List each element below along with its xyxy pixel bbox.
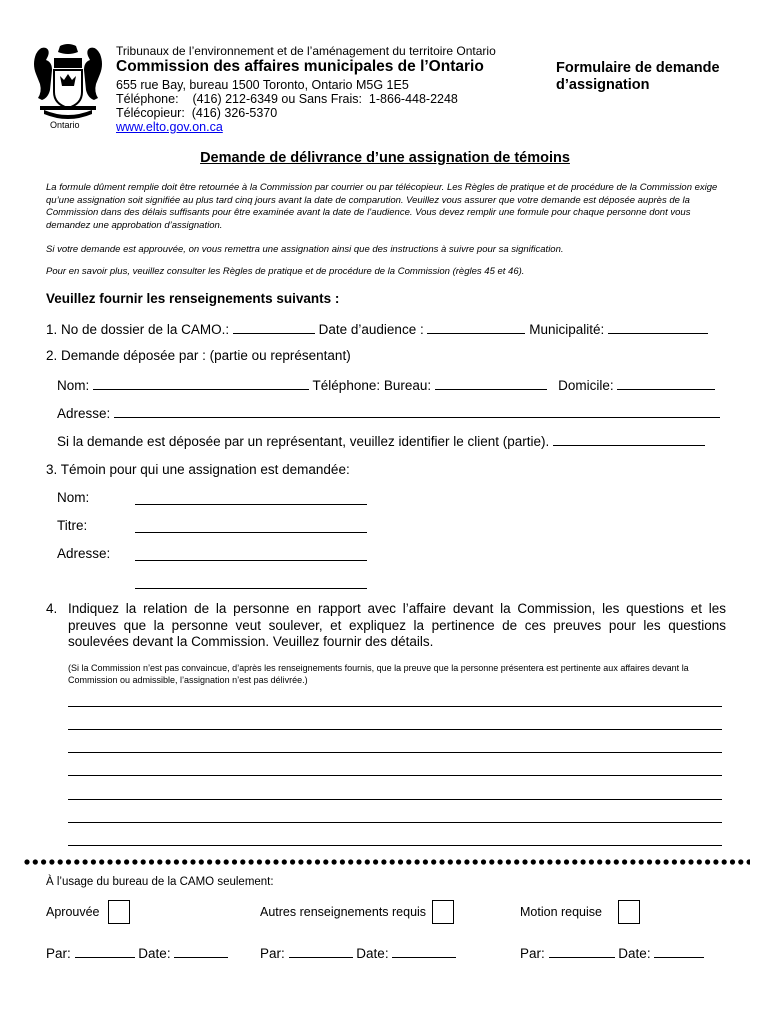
question-3-label: 3. Témoin pour qui une assignation est demandée:	[46, 462, 350, 477]
separator-dot	[448, 859, 453, 864]
separator-dot	[539, 859, 544, 864]
separator-dot	[91, 859, 96, 864]
file-number-field[interactable]	[233, 320, 315, 334]
requester-name-field[interactable]	[93, 376, 309, 390]
approval-note: Si votre demande est approuvée, on vous remettra une assignation ainsi que des instructions à suivre pour sa signification.	[46, 244, 564, 255]
instructions-note: La formule dûment remplie doit être retournée à la Commission par courrier ou par télécopieur. Les Règles de pratique et de procédure de la Commission exige qu’une assignation soit signifiée au plus tard cinq jours avant la date de comparution. Veuillez vous assurer que votre demande est déposée auprès de la Commission dans des délais suffisants pour être examinée avant la date de l’audience. Vous devez remplir une formule pour chaque personne dont vous demandez une approbation d’assignation.	[46, 182, 718, 231]
separator-dot	[514, 859, 519, 864]
separator-dot	[415, 859, 420, 864]
by-label: Par:	[46, 946, 71, 961]
question-4-text: Indiquez la relation de la personne en rapport avec l’affaire devant la Commission, les questions et les preuves que la personne veut soulever, et expliquez la pertinence de ces preuves pour les questions soulevées devant la Commission. Veuillez fournir des détails.	[68, 601, 726, 649]
separator-dot	[423, 859, 428, 864]
other-info-date-field[interactable]	[392, 944, 456, 958]
separator-dot	[323, 859, 328, 864]
commission-phone: Téléphone: (416) 212-6349 ou Sans Frais: 1-866-448-2248	[116, 92, 458, 106]
witness-name-label: Nom:	[57, 490, 90, 505]
separator-dot	[564, 859, 569, 864]
separator-dot	[190, 859, 195, 864]
separator-dot	[506, 859, 511, 864]
separator-dot	[373, 859, 378, 864]
page-title: Demande de délivrance d’une assignation de témoins	[200, 150, 570, 166]
separator-dot	[240, 859, 245, 864]
separator-dot	[639, 859, 644, 864]
question-1-row	[46, 320, 708, 337]
separator-dot	[481, 859, 486, 864]
separator-dot	[722, 859, 727, 864]
separator-dot	[498, 859, 503, 864]
separator-dot	[464, 859, 469, 864]
separator-dot	[664, 859, 669, 864]
separator-dot	[605, 859, 610, 864]
witness-name-field[interactable]	[135, 503, 367, 505]
separator-dot	[431, 859, 436, 864]
other-info-label: Autres renseignements requis	[260, 905, 427, 919]
separator-dot	[74, 859, 79, 864]
separator-dot	[738, 859, 743, 864]
separator-dot	[680, 859, 685, 864]
separator-dot	[489, 859, 494, 864]
client-label: Si la demande est déposée par un représentant, veuillez identifier le client (partie).	[57, 434, 550, 449]
file-number-label: 1. No de dossier de la CAMO.:	[46, 322, 230, 337]
separator-dot	[58, 859, 63, 864]
requester-row	[57, 376, 715, 393]
separator-dot	[282, 859, 287, 864]
separator-dot	[630, 859, 635, 864]
separator-dot	[141, 859, 146, 864]
website-link[interactable]: www.elto.gov.on.ca	[116, 120, 223, 134]
requester-name-label: Nom:	[57, 378, 90, 393]
separator-dot	[116, 859, 121, 864]
separator-dot	[473, 859, 478, 864]
dotted-separator	[24, 857, 750, 867]
separator-dot	[332, 859, 337, 864]
separator-dot	[705, 859, 710, 864]
separator-dot	[581, 859, 586, 864]
details-line-3[interactable]	[68, 752, 722, 753]
separator-dot	[597, 859, 602, 864]
separator-dot	[655, 859, 660, 864]
motion-checkbox[interactable]	[618, 900, 640, 924]
separator-dot	[589, 859, 594, 864]
details-line-7[interactable]	[68, 845, 722, 846]
approved-date-field[interactable]	[174, 944, 228, 958]
client-row	[57, 432, 705, 449]
separator-dot	[166, 859, 171, 864]
home-phone-field[interactable]	[617, 376, 715, 390]
separator-dot	[439, 859, 444, 864]
separator-dot	[157, 859, 162, 864]
separator-dot	[572, 859, 577, 864]
office-phone-field[interactable]	[435, 376, 547, 390]
separator-dot	[149, 859, 154, 864]
separator-dot	[556, 859, 561, 864]
section-heading: Veuillez fournir les renseignements suivants :	[46, 291, 340, 306]
separator-dot	[41, 859, 46, 864]
approved-label: Aprouvée	[46, 905, 100, 919]
form-title	[556, 60, 756, 94]
approved-by-field[interactable]	[75, 944, 135, 958]
separator-dot	[647, 859, 652, 864]
other-info-by-field[interactable]	[289, 944, 353, 958]
question-4-note: (Si la Commission n’est pas convaincue, d’après les renseignements fournis, que la preuve que la personne présentera est pertinente aux affaires devant la Commission ou admissible, l’assignation n’est pas délivrée.)	[68, 663, 689, 685]
separator-dot	[622, 859, 627, 864]
separator-dot	[207, 859, 212, 864]
separator-dot	[290, 859, 295, 864]
separator-dot	[99, 859, 104, 864]
separator-dot	[265, 859, 270, 864]
tribunal-name: Tribunaux de l’environnement et de l’aménagement du territoire Ontario	[116, 44, 496, 58]
separator-dot	[49, 859, 54, 864]
details-line-5[interactable]	[68, 799, 722, 800]
home-phone-label: Domicile:	[558, 378, 614, 393]
witness-title-label: Titre:	[57, 518, 88, 533]
office-use-heading: À l’usage du bureau de la CAMO seulement:	[46, 876, 274, 888]
separator-dot	[224, 859, 229, 864]
separator-dot	[107, 859, 112, 864]
separator-dot	[174, 859, 179, 864]
details-line-2[interactable]	[68, 729, 722, 730]
separator-dot	[199, 859, 204, 864]
question-2-label: 2. Demande déposée par : (partie ou représentant)	[46, 348, 351, 363]
form-title-line-2: d’assignation	[556, 77, 650, 93]
separator-dot	[356, 859, 361, 864]
by-label: Par:	[520, 946, 545, 961]
date-label: Date:	[618, 946, 651, 961]
separator-dot	[307, 859, 312, 864]
approved-signoff	[46, 944, 228, 961]
separator-dot	[83, 859, 88, 864]
separator-dot	[340, 859, 345, 864]
separator-dot	[614, 859, 619, 864]
logo-wordmark: Ontario	[50, 120, 80, 130]
separator-dot	[697, 859, 702, 864]
date-label: Date:	[356, 946, 389, 961]
client-field[interactable]	[553, 432, 705, 446]
details-line-4[interactable]	[68, 775, 722, 776]
separator-dot	[232, 859, 237, 864]
commission-name: Commission des affaires municipales de l’Ontario	[116, 58, 484, 75]
separator-dot	[688, 859, 693, 864]
separator-dot	[273, 859, 278, 864]
witness-title-field[interactable]	[135, 531, 367, 533]
question-4-number: 4.	[46, 601, 58, 616]
separator-dot	[547, 859, 552, 864]
separator-dot	[33, 859, 38, 864]
municipality-field[interactable]	[608, 320, 708, 334]
separator-dot	[390, 859, 395, 864]
motion-by-field[interactable]	[549, 944, 615, 958]
separator-dot	[348, 859, 353, 864]
separator-dot	[730, 859, 735, 864]
separator-dot	[132, 859, 137, 864]
separator-dot	[406, 859, 411, 864]
separator-dot	[298, 859, 303, 864]
motion-signoff	[520, 944, 704, 961]
separator-dot	[215, 859, 220, 864]
witness-address-field-2[interactable]	[135, 587, 367, 589]
municipality-label: Municipalité:	[529, 322, 605, 337]
hearing-date-field[interactable]	[427, 320, 525, 334]
separator-dot	[672, 859, 677, 864]
by-label: Par:	[260, 946, 285, 961]
separator-dot	[365, 859, 370, 864]
date-label: Date:	[138, 946, 171, 961]
requester-address-row	[57, 404, 720, 421]
office-phone-label: Téléphone: Bureau:	[312, 378, 432, 393]
separator-dot	[24, 859, 29, 864]
rules-note: Pour en savoir plus, veuillez consulter les Règles de pratique et de procédure de la Commission (règles 45 et 46).	[46, 266, 525, 277]
form-title-line-1: Formulaire de demande	[556, 60, 720, 76]
separator-dot	[66, 859, 71, 864]
requester-address-field[interactable]	[114, 404, 720, 418]
commission-fax: Télécopieur: (416) 326-5370	[116, 106, 278, 120]
separator-dot	[713, 859, 718, 864]
approved-checkbox[interactable]	[108, 900, 130, 924]
witness-address-label: Adresse:	[57, 546, 111, 561]
other-info-checkbox[interactable]	[432, 900, 454, 924]
hearing-date-label: Date d’audience :	[318, 322, 424, 337]
other-info-signoff	[260, 944, 456, 961]
ontario-coat-of-arms-logo	[30, 44, 106, 132]
motion-date-field[interactable]	[654, 944, 704, 958]
motion-label: Motion requise	[520, 905, 602, 919]
details-line-6[interactable]	[68, 822, 722, 823]
separator-dot	[249, 859, 254, 864]
witness-address-field[interactable]	[135, 559, 367, 561]
requester-address-label: Adresse:	[57, 406, 111, 421]
details-line-1[interactable]	[68, 706, 722, 707]
separator-dot	[398, 859, 403, 864]
separator-dot	[124, 859, 129, 864]
separator-dot	[257, 859, 262, 864]
separator-dot	[381, 859, 386, 864]
separator-dot	[531, 859, 536, 864]
separator-dot	[182, 859, 187, 864]
separator-dot	[522, 859, 527, 864]
separator-dot	[456, 859, 461, 864]
separator-dot	[315, 859, 320, 864]
commission-address: 655 rue Bay, bureau 1500 Toronto, Ontario M5G 1E5	[116, 78, 409, 92]
separator-dot	[747, 859, 751, 864]
